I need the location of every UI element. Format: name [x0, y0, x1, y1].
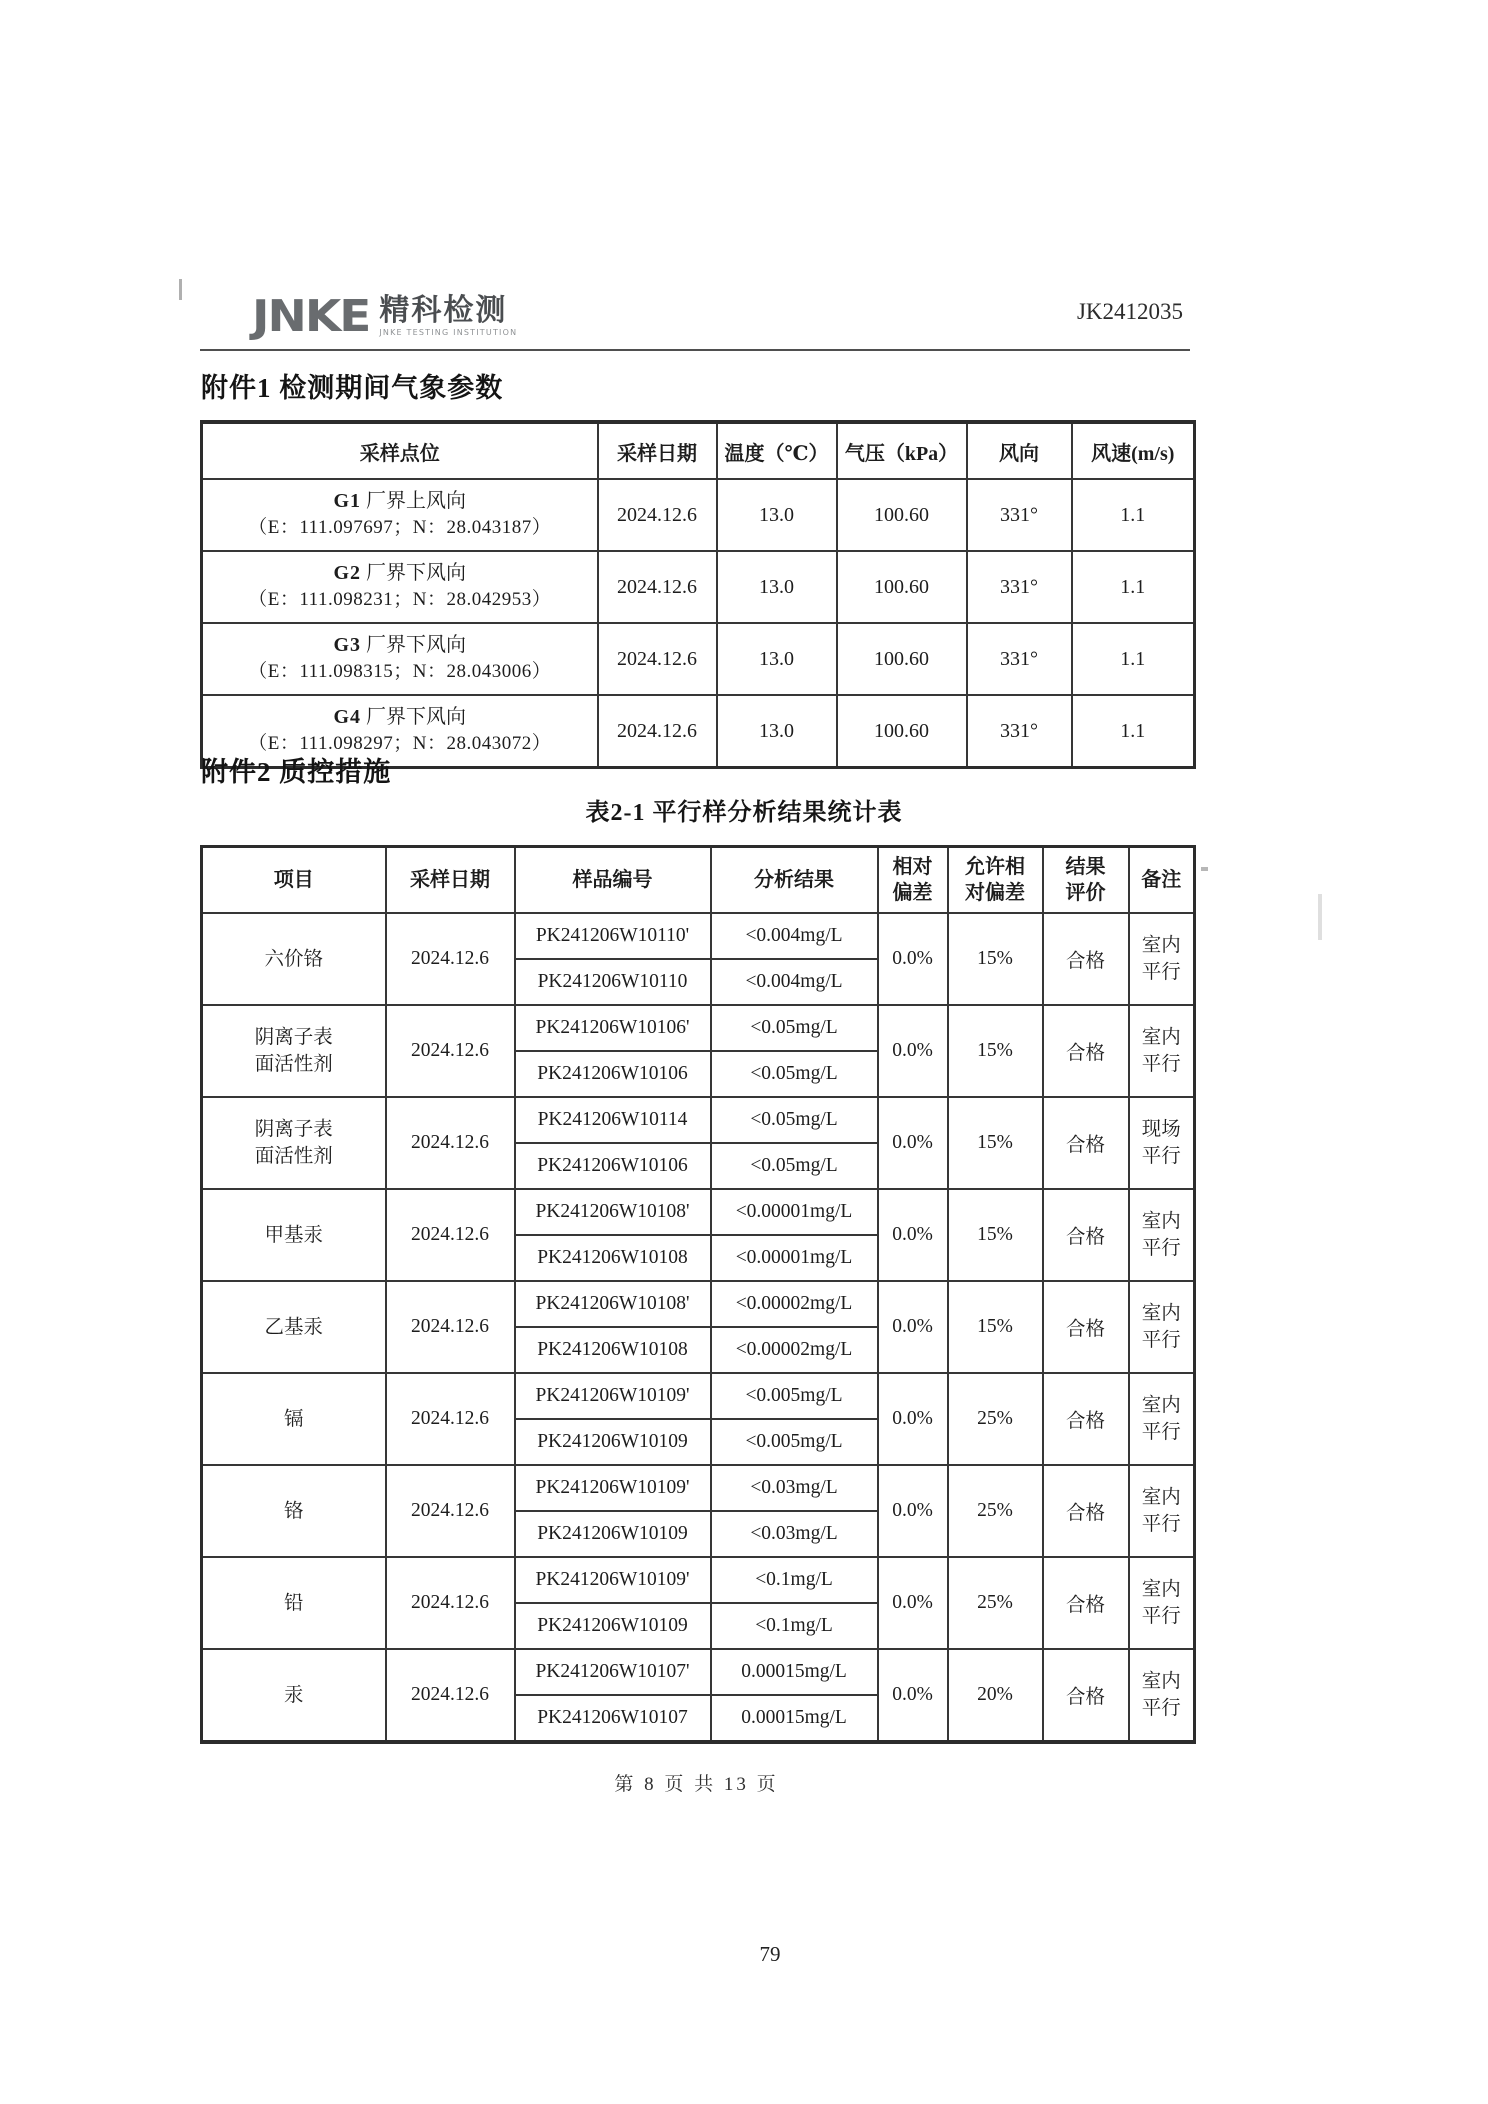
- scan-artifact: [179, 279, 182, 300]
- item-cell: 镉: [202, 1373, 386, 1465]
- qc-table-title: 表2-1 平行样分析结果统计表: [585, 800, 903, 826]
- remark-cell: 室内平行: [1129, 1189, 1195, 1281]
- date-cell: 2024.12.6: [386, 1005, 515, 1097]
- date-cell: 2024.12.6: [386, 1465, 515, 1557]
- pressure-cell: 100.60: [837, 551, 967, 623]
- col-header-pressure: 气压（kPa）: [837, 422, 967, 479]
- qc-row: [202, 1281, 1195, 1327]
- analysis-result-cell: <0.00002mg/L: [711, 1281, 878, 1327]
- pressure-cell: 100.60: [837, 623, 967, 695]
- sample-id-cell: PK241206W10106: [515, 1143, 711, 1189]
- date-cell: 2024.12.6: [386, 1373, 515, 1465]
- relative-deviation-cell: 0.0%: [878, 1189, 948, 1281]
- item-cell: 阴离子表面活性剂: [202, 1097, 386, 1189]
- company-logo: [252, 293, 517, 340]
- remark-cell: 室内平行: [1129, 913, 1195, 1005]
- qc-row: [202, 1373, 1195, 1419]
- sample-id-cell: PK241206W10109: [515, 1419, 711, 1465]
- evaluation-cell: 合格: [1043, 1281, 1129, 1373]
- sample-id-cell: PK241206W10109': [515, 1557, 711, 1603]
- allowed-deviation-cell: 15%: [948, 913, 1043, 1005]
- sampling-point-cell: [202, 479, 598, 551]
- sample-id-cell: PK241206W10107': [515, 1649, 711, 1695]
- col-header-wind-direction: 风向: [967, 422, 1072, 479]
- footer-page-info: 第 8 页 共 13 页: [614, 1774, 779, 1795]
- scan-artifact: [1318, 894, 1322, 940]
- relative-deviation-cell: 0.0%: [878, 1005, 948, 1097]
- relative-deviation-cell: 0.0%: [878, 1649, 948, 1742]
- remark-cell: 室内平行: [1129, 1373, 1195, 1465]
- sampling-date-cell: 2024.12.6: [598, 623, 717, 695]
- point-id: G4: [333, 706, 362, 728]
- evaluation-cell: 合格: [1043, 1557, 1129, 1649]
- analysis-result-cell: 0.00015mg/L: [711, 1649, 878, 1695]
- qc-row: [202, 1649, 1195, 1695]
- attachment2-title: 附件2 质控措施: [201, 757, 392, 787]
- wind-speed-cell: 1.1: [1072, 623, 1195, 695]
- remark-cell: 室内平行: [1129, 1465, 1195, 1557]
- col-header-temperature: 温度（℃）: [717, 422, 837, 479]
- remark-cell: 室内平行: [1129, 1557, 1195, 1649]
- sample-id-cell: PK241206W10108': [515, 1189, 711, 1235]
- analysis-result-cell: <0.004mg/L: [711, 913, 878, 959]
- point-id: G3: [333, 634, 362, 656]
- sample-id-cell: PK241206W10108: [515, 1235, 711, 1281]
- wind-direction-cell: 331°: [967, 551, 1072, 623]
- sample-id-cell: PK241206W10109': [515, 1465, 711, 1511]
- col-header-analysis-result: 分析结果: [711, 847, 878, 914]
- date-cell: 2024.12.6: [386, 1557, 515, 1649]
- point-coordinates: （E：111.098315；N：28.043006）: [248, 661, 552, 682]
- qc-row: [202, 1465, 1195, 1511]
- point-name: 厂界下风向: [366, 562, 467, 584]
- analysis-result-cell: <0.05mg/L: [711, 1097, 878, 1143]
- point-coordinates: （E：111.098297；N：28.043072）: [248, 733, 552, 754]
- relative-deviation-cell: 0.0%: [878, 1373, 948, 1465]
- pressure-cell: 100.60: [837, 695, 967, 768]
- report-number: JK2412035: [1076, 299, 1183, 324]
- wind-speed-cell: 1.1: [1072, 695, 1195, 768]
- col-header-sampling-date: 采样日期: [598, 422, 717, 479]
- temperature-cell: 13.0: [717, 551, 837, 623]
- qc-row: [202, 1557, 1195, 1603]
- item-cell: 铬: [202, 1465, 386, 1557]
- weather-row-g3: [202, 623, 1195, 695]
- col-header-wind-speed: 风速(m/s): [1072, 422, 1195, 479]
- header-divider: [200, 349, 1190, 351]
- temperature-cell: 13.0: [717, 479, 837, 551]
- pdf-page-number: 79: [759, 1942, 781, 1966]
- weather-parameters-table: [200, 420, 1196, 769]
- sample-id-cell: PK241206W10107: [515, 1695, 711, 1742]
- point-id: G1: [333, 490, 362, 512]
- weather-header-row: [202, 422, 1195, 479]
- weather-row-g2: [202, 551, 1195, 623]
- date-cell: 2024.12.6: [386, 913, 515, 1005]
- wind-direction-cell: 331°: [967, 695, 1072, 768]
- temperature-cell: 13.0: [717, 623, 837, 695]
- sample-id-cell: PK241206W10114: [515, 1097, 711, 1143]
- item-cell: 铅: [202, 1557, 386, 1649]
- evaluation-cell: 合格: [1043, 913, 1129, 1005]
- item-cell: 阴离子表面活性剂: [202, 1005, 386, 1097]
- col-header-result-evaluation: 结果评价: [1043, 847, 1129, 914]
- wind-direction-cell: 331°: [967, 623, 1072, 695]
- analysis-result-cell: <0.005mg/L: [711, 1373, 878, 1419]
- qc-row: [202, 1189, 1195, 1235]
- relative-deviation-cell: 0.0%: [878, 1097, 948, 1189]
- evaluation-cell: 合格: [1043, 1097, 1129, 1189]
- relative-deviation-cell: 0.0%: [878, 1465, 948, 1557]
- sample-id-cell: PK241206W10110: [515, 959, 711, 1005]
- analysis-result-cell: <0.00002mg/L: [711, 1327, 878, 1373]
- evaluation-cell: 合格: [1043, 1005, 1129, 1097]
- date-cell: 2024.12.6: [386, 1097, 515, 1189]
- analysis-result-cell: <0.03mg/L: [711, 1511, 878, 1557]
- allowed-deviation-cell: 15%: [948, 1281, 1043, 1373]
- point-name: 厂界下风向: [366, 706, 467, 728]
- analysis-result-cell: <0.05mg/L: [711, 1143, 878, 1189]
- evaluation-cell: 合格: [1043, 1649, 1129, 1742]
- qc-header-row: [202, 847, 1195, 914]
- sampling-date-cell: 2024.12.6: [598, 695, 717, 768]
- item-cell: 汞: [202, 1649, 386, 1742]
- remark-cell: 室内平行: [1129, 1281, 1195, 1373]
- item-cell: 乙基汞: [202, 1281, 386, 1373]
- date-cell: 2024.12.6: [386, 1649, 515, 1742]
- qc-row: [202, 1005, 1195, 1051]
- wind-speed-cell: 1.1: [1072, 551, 1195, 623]
- point-name: 厂界上风向: [366, 490, 467, 512]
- allowed-deviation-cell: 15%: [948, 1005, 1043, 1097]
- sampling-date-cell: 2024.12.6: [598, 479, 717, 551]
- wind-direction-cell: 331°: [967, 479, 1072, 551]
- date-cell: 2024.12.6: [386, 1189, 515, 1281]
- qc-row: [202, 913, 1195, 959]
- analysis-result-cell: <0.1mg/L: [711, 1603, 878, 1649]
- temperature-cell: 13.0: [717, 695, 837, 768]
- wind-speed-cell: 1.1: [1072, 479, 1195, 551]
- analysis-result-cell: <0.1mg/L: [711, 1557, 878, 1603]
- qc-row: [202, 1097, 1195, 1143]
- item-cell: 六价铬: [202, 913, 386, 1005]
- remark-cell: 现场平行: [1129, 1097, 1195, 1189]
- remark-cell: 室内平行: [1129, 1649, 1195, 1742]
- parallel-sample-qc-table: [200, 845, 1196, 1744]
- relative-deviation-cell: 0.0%: [878, 1281, 948, 1373]
- attachment1-title: 附件1 检测期间气象参数: [201, 373, 504, 403]
- sample-id-cell: PK241206W10109: [515, 1603, 711, 1649]
- analysis-result-cell: <0.03mg/L: [711, 1465, 878, 1511]
- evaluation-cell: 合格: [1043, 1189, 1129, 1281]
- sample-id-cell: PK241206W10109': [515, 1373, 711, 1419]
- col-header-relative-deviation: 相对偏差: [878, 847, 948, 914]
- analysis-result-cell: 0.00015mg/L: [711, 1695, 878, 1742]
- weather-row-g1: [202, 479, 1195, 551]
- relative-deviation-cell: 0.0%: [878, 913, 948, 1005]
- sample-id-cell: PK241206W10108: [515, 1327, 711, 1373]
- evaluation-cell: 合格: [1043, 1373, 1129, 1465]
- sample-id-cell: PK241206W10108': [515, 1281, 711, 1327]
- allowed-deviation-cell: 25%: [948, 1557, 1043, 1649]
- col-header-item: 项目: [202, 847, 386, 914]
- sample-id-cell: PK241206W10106: [515, 1051, 711, 1097]
- date-cell: 2024.12.6: [386, 1281, 515, 1373]
- sampling-point-cell: [202, 551, 598, 623]
- col-header-remark: 备注: [1129, 847, 1195, 914]
- allowed-deviation-cell: 15%: [948, 1189, 1043, 1281]
- logo-chinese-name: 精科检测: [379, 293, 508, 328]
- analysis-result-cell: <0.00001mg/L: [711, 1235, 878, 1281]
- analysis-result-cell: <0.05mg/L: [711, 1005, 878, 1051]
- analysis-result-cell: <0.005mg/L: [711, 1419, 878, 1465]
- col-header-allowed-deviation: 允许相对偏差: [948, 847, 1043, 914]
- allowed-deviation-cell: 25%: [948, 1373, 1043, 1465]
- evaluation-cell: 合格: [1043, 1465, 1129, 1557]
- analysis-result-cell: <0.00001mg/L: [711, 1189, 878, 1235]
- col-header-sampling-point: 采样点位: [202, 422, 598, 479]
- allowed-deviation-cell: 15%: [948, 1097, 1043, 1189]
- sample-id-cell: PK241206W10106': [515, 1005, 711, 1051]
- remark-cell: 室内平行: [1129, 1005, 1195, 1097]
- point-coordinates: （E：111.097697；N：28.043187）: [248, 517, 552, 538]
- allowed-deviation-cell: 20%: [948, 1649, 1043, 1742]
- scan-artifact: [1201, 867, 1208, 871]
- relative-deviation-cell: 0.0%: [878, 1557, 948, 1649]
- sampling-point-cell: [202, 623, 598, 695]
- allowed-deviation-cell: 25%: [948, 1465, 1043, 1557]
- sample-id-cell: PK241206W10110': [515, 913, 711, 959]
- col-header-date: 采样日期: [386, 847, 515, 914]
- point-id: G2: [333, 562, 362, 584]
- sampling-date-cell: 2024.12.6: [598, 551, 717, 623]
- logo-wordmark: JNKE: [252, 291, 370, 342]
- col-header-sample-id: 样品编号: [515, 847, 711, 914]
- point-coordinates: （E：111.098231；N：28.042953）: [248, 589, 552, 610]
- sample-id-cell: PK241206W10109: [515, 1511, 711, 1557]
- analysis-result-cell: <0.004mg/L: [711, 959, 878, 1005]
- pressure-cell: 100.60: [837, 479, 967, 551]
- logo-subtitle: JNKE TESTING INSTITUTION: [379, 328, 518, 337]
- point-name: 厂界下风向: [366, 634, 467, 656]
- item-cell: 甲基汞: [202, 1189, 386, 1281]
- analysis-result-cell: <0.05mg/L: [711, 1051, 878, 1097]
